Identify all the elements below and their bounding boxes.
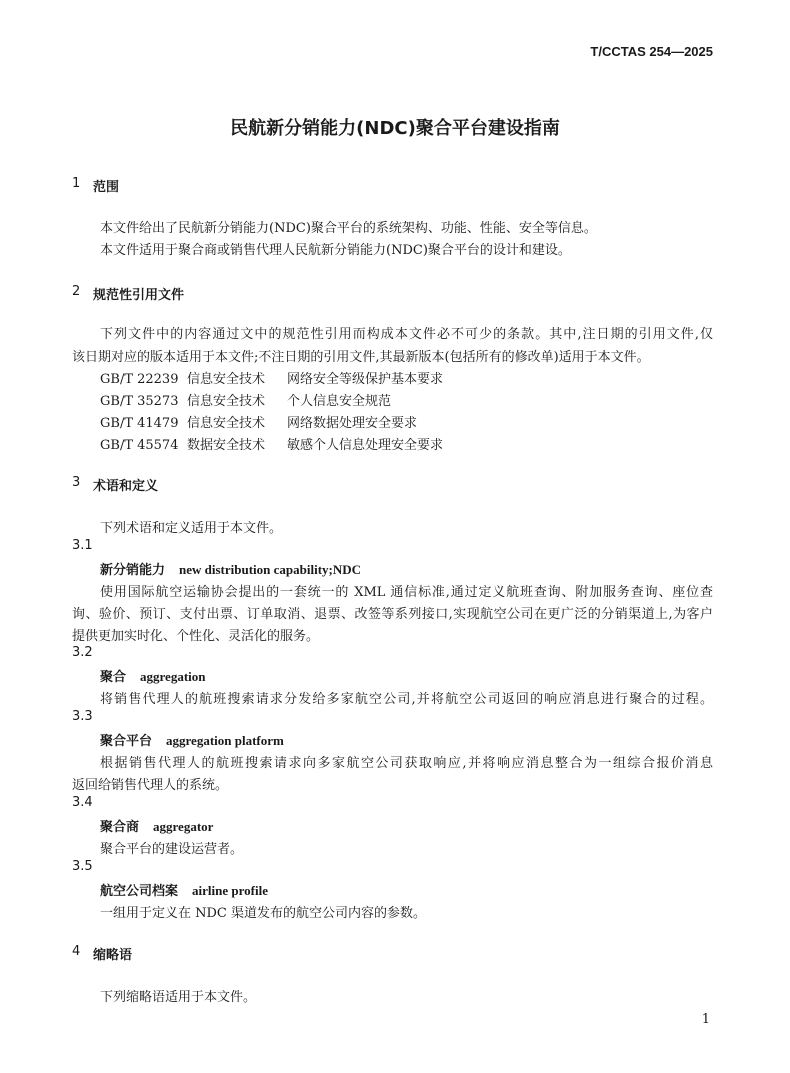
term-heading <box>100 880 268 899</box>
reference-title-part-a: 信息安全技术 <box>187 372 266 387</box>
section-4-number: 4 <box>72 944 81 959</box>
standard-number: T/CCTAS 254—2025 <box>590 44 713 59</box>
normative-intro-line-1: 下列文件中的内容通过文中的规范性引用而构成本文件必不可少的条款。其中,注日期的引用文件,仅 <box>100 327 713 342</box>
section-1-heading: 范围 <box>93 180 120 195</box>
term-definition-line: 返回给销售代理人的系统。 <box>72 778 229 793</box>
reference-title-part-b: 个人信息安全规范 <box>287 394 392 409</box>
section-3-heading: 术语和定义 <box>93 479 159 494</box>
reference-row <box>100 412 417 431</box>
scope-paragraph-2: 本文件适用于聚合商或销售代理人民航新分销能力(NDC)聚合平台的设计和建设。 <box>100 243 571 258</box>
scope-paragraph-1: 本文件给出了民航新分销能力(NDC)聚合平台的系统架构、功能、性能、安全等信息。 <box>100 221 597 236</box>
reference-title-part-b: 敏感个人信息处理安全要求 <box>287 438 444 453</box>
section-4-heading: 缩略语 <box>93 948 133 963</box>
document-title: 民航新分销能力(NDC)聚合平台建设指南 <box>230 118 560 139</box>
term-heading <box>100 730 284 749</box>
term-chinese: 新分销能力 <box>100 563 166 578</box>
reference-code: GB/T 22239 <box>100 372 179 387</box>
section-3-number: 3 <box>72 475 81 490</box>
term-definition-line: 提供更加实时化、个性化、灵活化的服务。 <box>72 629 320 644</box>
reference-row <box>100 368 443 387</box>
term-definition-line: 使用国际航空运输协会提出的一套统一的 XML 通信标准,通过定义航班查询、附加服务查询、座位查 <box>100 585 713 600</box>
abbreviations-intro: 下列缩略语适用于本文件。 <box>100 990 257 1005</box>
term-definition-line: 聚合平台的建设运营者。 <box>100 842 244 857</box>
term-chinese: 聚合商 <box>100 820 140 835</box>
term-number: 3.1 <box>72 538 93 553</box>
term-chinese: 聚合平台 <box>100 734 153 749</box>
term-english: aggregation platform <box>166 733 284 748</box>
reference-code: GB/T 45574 <box>100 438 179 453</box>
term-number: 3.2 <box>72 645 93 660</box>
term-chinese: 聚合 <box>100 670 127 685</box>
term-heading <box>100 559 361 578</box>
reference-code: GB/T 41479 <box>100 416 179 431</box>
reference-title-part-b: 网络安全等级保护基本要求 <box>287 372 444 387</box>
section-1-number: 1 <box>72 176 81 191</box>
term-chinese: 航空公司档案 <box>100 884 179 899</box>
term-english: aggregation <box>140 669 206 684</box>
normative-intro-line-2: 该日期对应的版本适用于本文件;不注日期的引用文件,其最新版本(包括所有的修改单)适用于本文件。 <box>72 350 650 365</box>
term-definition-line: 将销售代理人的航班搜索请求分发给多家航空公司,并将航空公司返回的响应消息进行聚合的过程。 <box>100 692 713 707</box>
page-number: 1 <box>701 1012 710 1027</box>
term-english: airline profile <box>192 883 268 898</box>
term-definition-line: 根据销售代理人的航班搜索请求向多家航空公司获取响应,并将响应消息整合为一组综合报价消息 <box>100 756 713 771</box>
terms-intro: 下列术语和定义适用于本文件。 <box>100 521 283 536</box>
term-definition-line: 一组用于定义在 NDC 渠道发布的航空公司内容的参数。 <box>100 906 427 921</box>
reference-code: GB/T 35273 <box>100 394 179 409</box>
reference-title-part-a: 信息安全技术 <box>187 416 266 431</box>
term-heading <box>100 666 206 685</box>
reference-row <box>100 390 391 409</box>
section-2-heading: 规范性引用文件 <box>93 288 185 303</box>
term-number: 3.5 <box>72 859 93 874</box>
section-2-number: 2 <box>72 284 81 299</box>
term-number: 3.4 <box>72 795 93 810</box>
reference-row <box>100 434 443 453</box>
reference-title-part-b: 网络数据处理安全要求 <box>287 416 418 431</box>
term-english: aggregator <box>153 819 214 834</box>
reference-title-part-a: 信息安全技术 <box>187 394 266 409</box>
term-number: 3.3 <box>72 709 93 724</box>
term-english: new distribution capability;NDC <box>179 562 362 577</box>
term-heading <box>100 816 213 835</box>
reference-title-part-a: 数据安全技术 <box>187 438 266 453</box>
term-definition-line: 询、验价、预订、支付出票、订单取消、退票、改签等系列接口,实现航空公司在更广泛的分销渠道上,为客户 <box>72 607 713 622</box>
